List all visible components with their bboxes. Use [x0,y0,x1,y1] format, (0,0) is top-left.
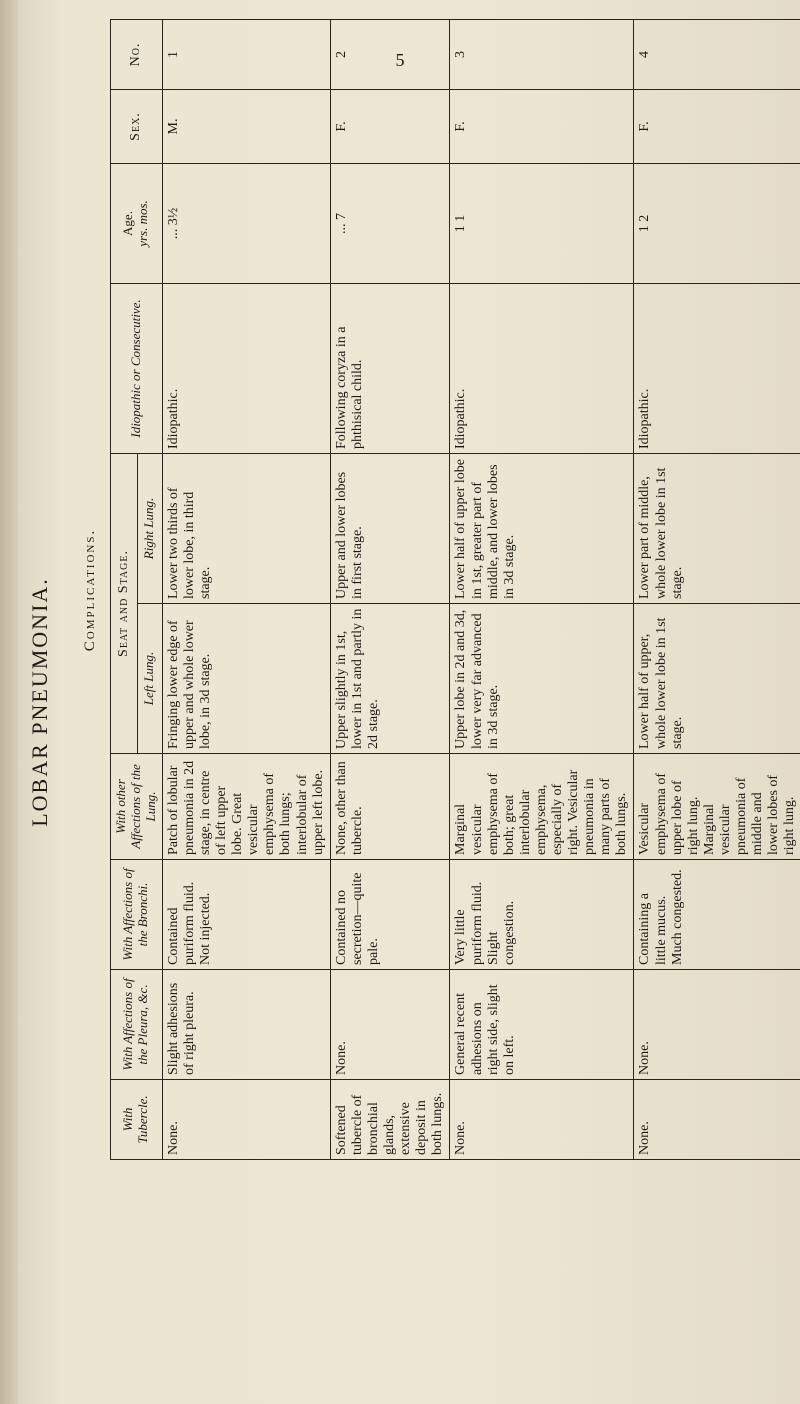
cell-no: 1 [162,20,330,90]
cell-no: 4 [634,20,800,90]
cell-idiopathic: Idiopathic. [162,284,330,454]
cell-age: ... 3½ [162,164,330,284]
cases-table [110,19,800,1160]
cell-other-lung: Patch of lobular pneumonia in 2d stage, in centre of left upper lobe. Great vesicular emphysema of both lungs; interlobular of upper left lobe. [162,754,330,860]
header-left-lung: Left Lung. [137,604,162,754]
page-number: 5 [395,50,405,70]
cell-tubercle: None. [450,1080,634,1160]
cell-right-lung: Lower half of upper lobe in 1st, greater part of middle, and lower lobes in 3d stage. [450,454,634,604]
header-sex: Sex. [111,90,163,164]
cell-right-lung: Lower part of middle, whole lower lobe in 1st stage. [634,454,800,604]
cell-left-lung: Upper slightly in 1st, lower in 1st and partly in 2d stage. [330,604,450,754]
cell-pleura: None. [634,970,800,1080]
cell-idiopathic: Following coryza in a phthisical child. [330,284,450,454]
cell-idiopathic: Idiopathic. [634,284,800,454]
cell-right-lung: Lower two thirds of lower lobe, in third stage. [162,454,330,604]
complications-label: Complications. [82,528,98,652]
page-binding-shadow [0,0,18,1404]
running-head: LOBAR PNEUMONIA. [27,577,52,827]
cases-table-wrapper [110,20,798,1160]
cell-sex: M. [162,90,330,164]
cell-left-lung: Lower half of upper, whole lower lobe in 1st stage. [634,604,800,754]
cell-tubercle: None. [634,1080,800,1160]
cell-other-lung: Marginal vesicular emphysema of both; great interlobular emphysema, especially of right. Vesicular pneumonia in many parts of both lungs. [450,754,634,860]
cell-sex: F. [330,90,450,164]
cell-left-lung: Fringing lower edge of upper and whole lower lobe, in 3d stage. [162,604,330,754]
header-age [111,164,163,284]
cell-left-lung: Upper lobe in 2d and 3d, lower very far advanced in 3d stage. [450,604,634,754]
cell-bronchi: Containing a little mucus. Much congested. [634,860,800,970]
cell-sex: F. [634,90,800,164]
cell-idiopathic: Idiopathic. [450,284,634,454]
cell-tubercle: Softened tubercle of bronchial glands, extensive deposit in both lungs. [330,1080,450,1160]
header-right-lung: Right Lung. [137,454,162,604]
header-row-groups [111,20,138,1160]
table-row [634,20,800,1160]
cell-pleura: Slight adhesions of right pleura. [162,970,330,1080]
cell-pleura: General recent adhesions on right side, slight on left. [450,970,634,1080]
cell-age: ... 7 [330,164,450,284]
cell-bronchi: Contained no secretion—quite pale. [330,860,450,970]
table-row [450,20,634,1160]
complications-label-wrap [82,20,108,1160]
cell-age: 1 1 [450,164,634,284]
cell-sex: F. [450,90,634,164]
table-row [162,20,330,1160]
cell-other-lung: None, other than tubercle. [330,754,450,860]
cell-bronchi: Very little puriform fluid. Slight congestion. [450,860,634,970]
table-row [330,20,450,1160]
header-age-units: yrs. mos. [135,200,151,247]
header-idiopathic: Idiopathic or Consecutive. [111,284,163,454]
cell-other-lung: Vesicular emphysema of upper lobe of right lung. Marginal vesicular pneumonia of middle and lower lobes of right lung. [634,754,800,860]
cell-tubercle: None. [162,1080,330,1160]
header-age-label: Age. [120,211,136,236]
cell-age: 1 2 [634,164,800,284]
cell-no: 3 [450,20,634,90]
header-no: No. [111,20,163,90]
cell-pleura: None. [330,970,450,1080]
cell-no: 2 [330,20,450,90]
header-pleura: With Affections of the Pleura, &c. [111,970,163,1080]
header-seat-and-stage: Seat and Stage. [111,454,138,754]
header-other-lung: With other Affections of the Lung. [111,754,163,860]
cell-bronchi: Contained puriform fluid. Not injected. [162,860,330,970]
header-tubercle: With Tubercle. [111,1080,163,1160]
cell-right-lung: Upper and lower lobes in first stage. [330,454,450,604]
header-bronchi: With Affections of the Bronchi. [111,860,163,970]
